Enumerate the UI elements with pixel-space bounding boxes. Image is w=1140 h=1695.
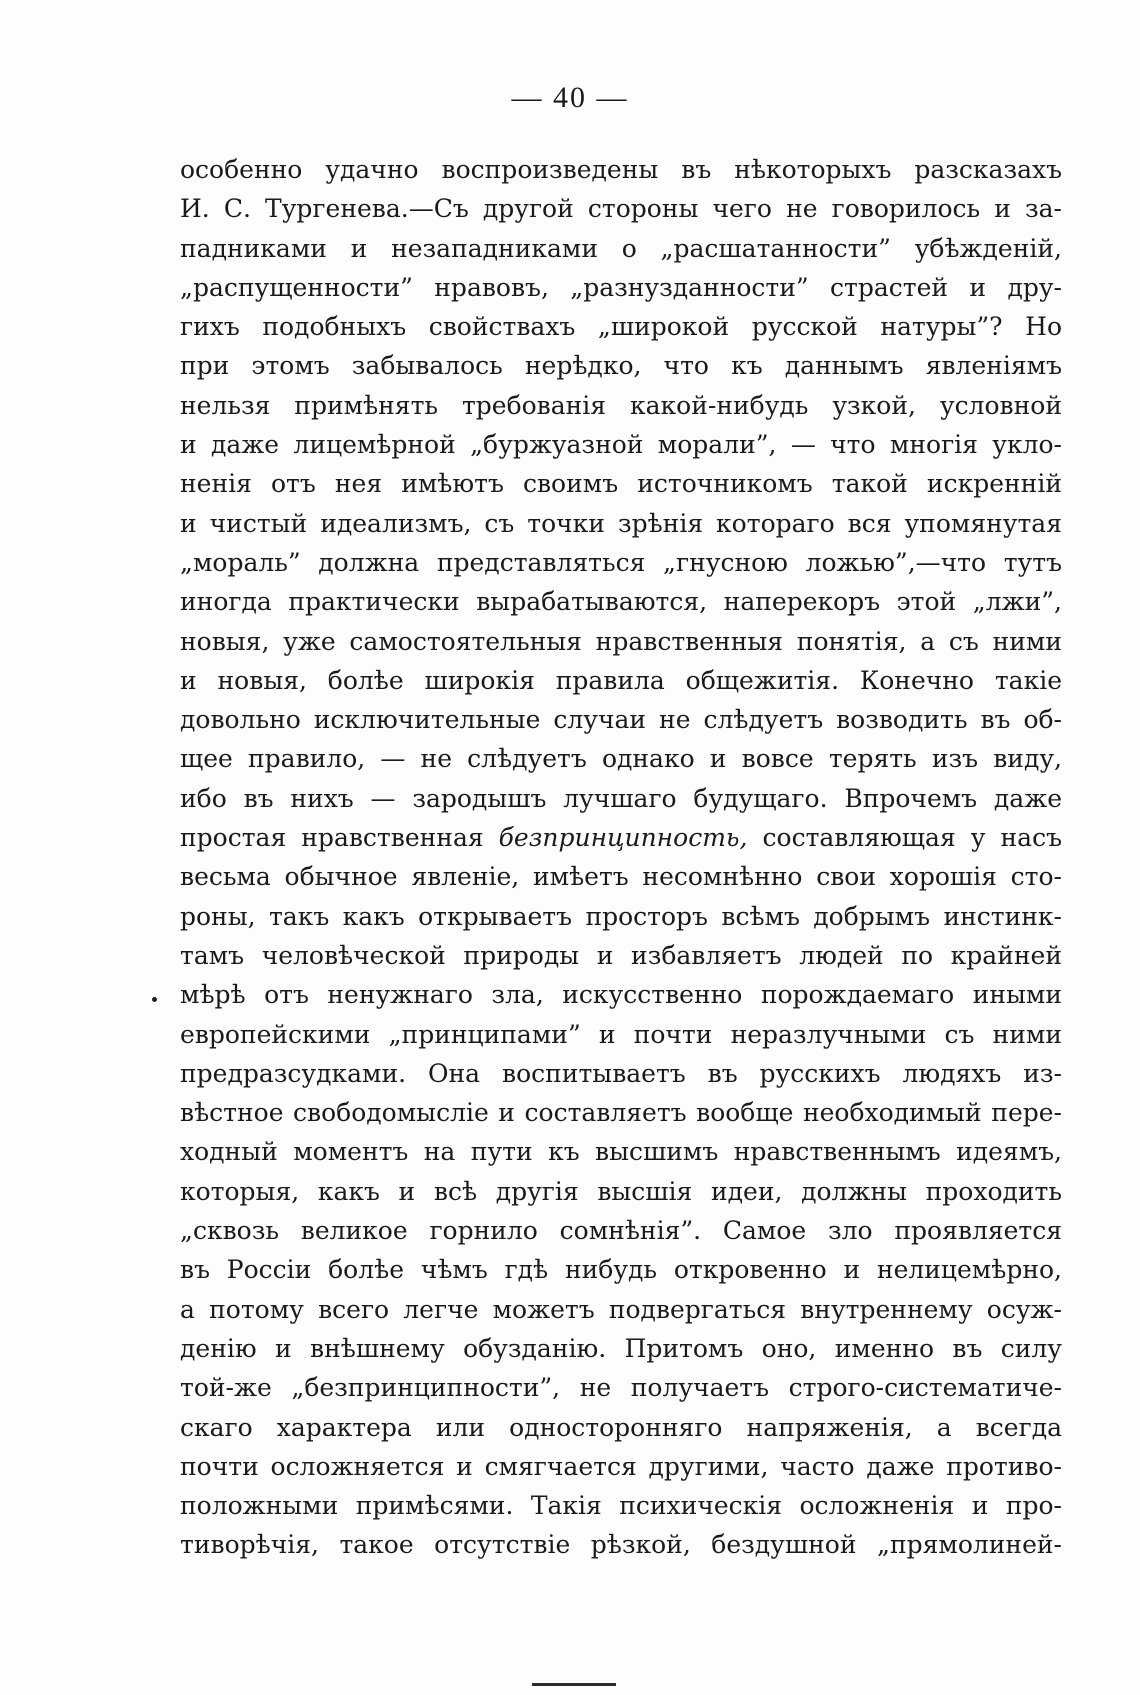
text-line: ибо въ нихъ — зародышъ лучшаго будущаго. Впрочемъ даже bbox=[180, 783, 1062, 813]
text-line: и новыя, болѣе широкія правила общежитія. Конечно такіе bbox=[180, 665, 1062, 695]
print-speck bbox=[152, 997, 157, 1002]
text-line: вѣстное свободомысліе и составляетъ вообще необходимый пере- bbox=[180, 1098, 1062, 1128]
italic-term: безпринципность, bbox=[498, 823, 748, 853]
text-line: и даже лицемѣрной „буржуазной морали”, — что многія укло- bbox=[180, 430, 1062, 460]
text-line: той-же „безпринципности”, не получаетъ строго-систематиче- bbox=[180, 1373, 1062, 1403]
text-line: „сквозь великое горнило сомнѣнія”. Самое зло проявляется bbox=[180, 1216, 1062, 1246]
text-line: европейскими „принципами” и почти неразлучными съ ними bbox=[180, 1019, 1062, 1049]
bottom-rule bbox=[532, 1683, 616, 1686]
text-line: роны, такъ какъ открываетъ просторъ всѣмъ добрымъ инстинк- bbox=[180, 901, 1062, 931]
text-line: щее правило, — не слѣдуетъ однако и вовсе терять изъ виду, bbox=[180, 744, 1062, 774]
text-line: тамъ человѣческой природы и избавляетъ людей по крайней bbox=[180, 940, 1062, 970]
text-line: положными примѣсями. Такія психическія осложненія и про- bbox=[180, 1491, 1062, 1521]
text-line: довольно исключительные случаи не слѣдуетъ возводить въ об- bbox=[180, 705, 1062, 735]
text-line: скаго характера или односторонняго напряженія, а всегда bbox=[180, 1412, 1062, 1442]
text-line: „распущенности” нравовъ, „разнузданности” страстей и дру- bbox=[180, 272, 1062, 302]
text-line: „мораль” должна представляться „гнусною ложью”,—что тутъ bbox=[180, 547, 1062, 577]
text-line: нельзя примѣнять требованія какой-нибудь узкой, условной bbox=[180, 390, 1062, 420]
body-text bbox=[180, 150, 1062, 1565]
text-line: новыя, уже самостоятельныя нравственныя понятія, а съ ними bbox=[180, 626, 1062, 656]
text-run: простая нравственная bbox=[180, 823, 499, 853]
text-line: денію и внѣшнему обузданію. Притомъ оно, именно въ силу bbox=[180, 1333, 1062, 1363]
text-line: И. С. Тургенева.—Съ другой стороны чего не говорилось и за- bbox=[180, 194, 1062, 224]
page-number: — 40 — bbox=[511, 81, 629, 114]
text-line: особенно удачно воспроизведены въ нѣкоторыхъ разсказахъ bbox=[180, 155, 1062, 184]
text-line: въ Россіи болѣе чѣмъ гдѣ нибудь откровенно и нелицемѣрно, bbox=[180, 1255, 1062, 1285]
text-line: предразсудками. Она воспитываетъ въ русскихъ людяхъ из- bbox=[180, 1058, 1062, 1088]
text-line: почти осложняется и смягчается другими, часто даже противо- bbox=[180, 1451, 1062, 1481]
text-line: тиворѣчія, такое отсутствіе рѣзкой, бездушной „прямолиней- bbox=[180, 1530, 1062, 1560]
text-line: которыя, какъ и всѣ другія высшія идеи, должны проходить bbox=[180, 1176, 1062, 1206]
text-line: и чистый идеализмъ, съ точки зрѣнія котораго вся упомянутая bbox=[180, 508, 1062, 538]
text-run: составляющая у насъ bbox=[747, 823, 1062, 853]
text-line: а потому всего легче можетъ подвергаться внутреннему осуж- bbox=[180, 1294, 1062, 1324]
text-line: падниками и незападниками о „расшатанности” убѣжденій, bbox=[180, 233, 1062, 263]
text-line: иногда практически вырабатываются, наперекоръ этой „лжи”, bbox=[180, 587, 1062, 617]
text-line: мѣрѣ отъ ненужнаго зла, искусственно порождаемаго иными bbox=[180, 980, 1062, 1010]
text-line-italic bbox=[180, 818, 1062, 857]
text-line: при этомъ забывалось нерѣдко, что къ даннымъ явленіямъ bbox=[180, 351, 1062, 381]
text-line: ходный моментъ на пути къ высшимъ нравственнымъ идеямъ, bbox=[180, 1137, 1062, 1167]
text-line: ненія отъ нея имѣютъ своимъ источникомъ такой искренній bbox=[180, 469, 1062, 499]
text-line: весьма обычное явленіе, имѣетъ несомнѣнно свои хорошія сто- bbox=[180, 862, 1062, 892]
text-line: гихъ подобныхъ свойствахъ „широкой русской натуры”? Но bbox=[180, 312, 1062, 342]
